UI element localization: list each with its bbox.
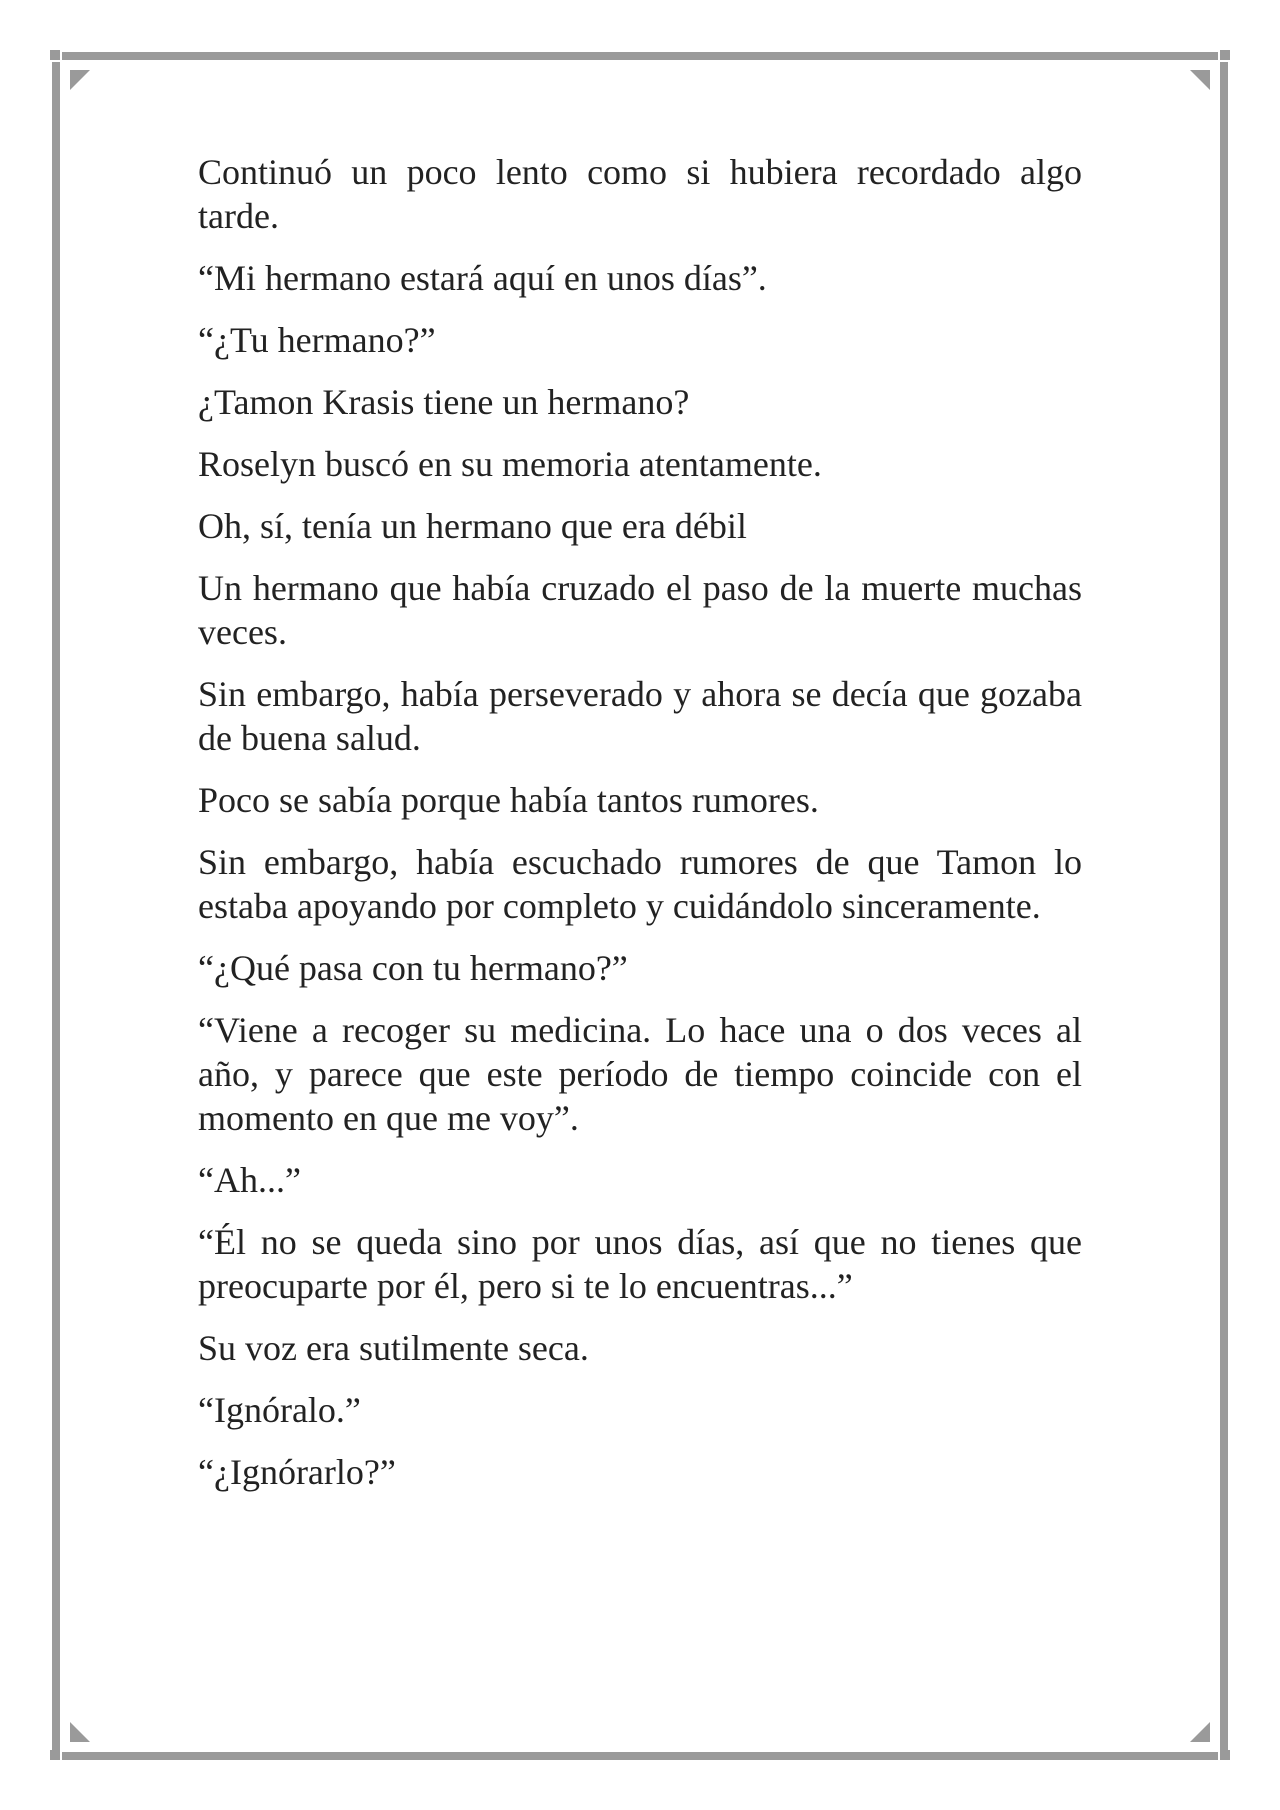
corner-triangle-bottom-left xyxy=(70,1722,90,1742)
frame-left-edge xyxy=(52,62,60,1750)
corner-triangle-top-right xyxy=(1190,70,1210,90)
paragraph: “Viene a recoger su medicina. Lo hace una o dos veces al año, y parece que este período de tiempo coincide con el momento en que me voy”. xyxy=(198,1010,1082,1138)
frame-bottom-edge xyxy=(62,1752,1218,1760)
paragraph: “Él no se queda sino por unos días, así que no tienes que preocuparte por él, pero si te lo encuentras...” xyxy=(198,1222,1082,1306)
corner-square-top-left xyxy=(50,50,60,60)
corner-square-bottom-left xyxy=(50,1750,60,1760)
paragraph: “Mi hermano estará aquí en unos días”. xyxy=(198,258,767,298)
paragraph: “Ignóralo.” xyxy=(198,1390,361,1430)
corner-triangle-top-left xyxy=(70,70,90,90)
page-text xyxy=(198,150,1082,1512)
paragraph: Un hermano que había cruzado el paso de la muerte muchas veces. xyxy=(198,568,1082,652)
paragraph: Sin embargo, había escuchado rumores de que Tamon lo estaba apoyando por completo y cuidándolo sinceramente. xyxy=(198,842,1082,926)
paragraph: “¿Ignórarlo?” xyxy=(198,1452,396,1492)
corner-square-top-right xyxy=(1220,50,1230,60)
paragraph: Roselyn buscó en su memoria atentamente. xyxy=(198,444,822,484)
paragraph: “Ah...” xyxy=(198,1160,301,1200)
paragraph: “¿Qué pasa con tu hermano?” xyxy=(198,948,628,988)
paragraph: Continuó un poco lento como si hubiera recordado algo tarde. xyxy=(198,152,1082,236)
corner-square-bottom-right xyxy=(1220,1750,1230,1760)
paragraph: “¿Tu hermano?” xyxy=(198,320,436,360)
paragraph: Oh, sí, tenía un hermano que era débil xyxy=(198,506,747,546)
frame-top-edge xyxy=(62,52,1218,60)
corner-triangle-bottom-right xyxy=(1190,1722,1210,1742)
paragraph: Sin embargo, había perseverado y ahora se decía que gozaba de buena salud. xyxy=(198,674,1082,758)
paragraph: Su voz era sutilmente seca. xyxy=(198,1328,589,1368)
frame-right-edge xyxy=(1220,62,1228,1750)
paragraph: ¿Tamon Krasis tiene un hermano? xyxy=(198,382,690,422)
paragraph: Poco se sabía porque había tantos rumores. xyxy=(198,780,819,820)
